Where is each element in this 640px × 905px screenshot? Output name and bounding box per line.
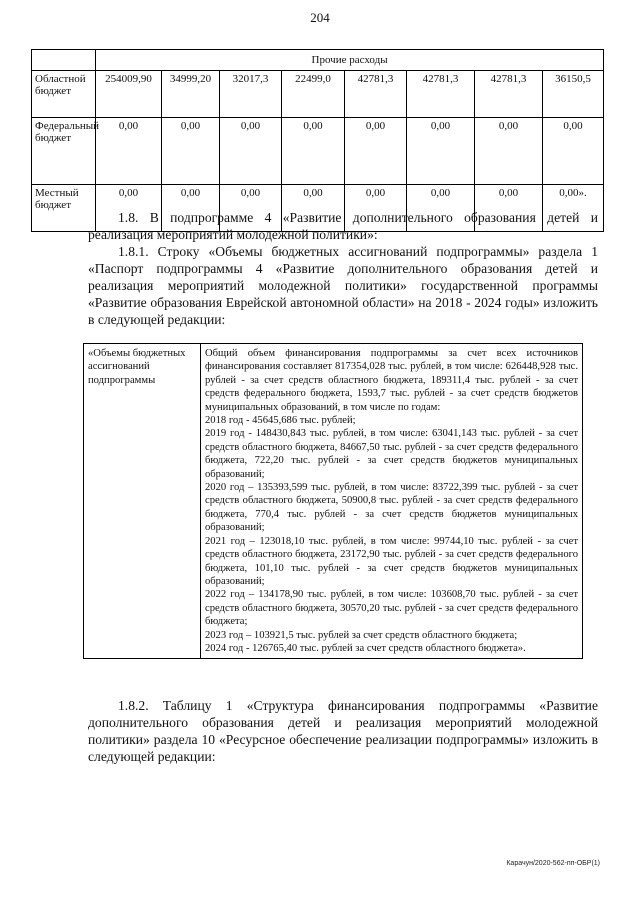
table-cell: 36150,5: [543, 71, 604, 118]
table-cell: 0,00: [345, 118, 407, 185]
page-number: 204: [310, 10, 330, 25]
table-cell: 0,00: [407, 185, 475, 232]
table-cell: 0,00: [162, 185, 220, 232]
table-header-other-expenses: Прочие расходы: [96, 50, 604, 71]
row-label: Областной бюджет: [32, 71, 96, 118]
allocation-line: 2023 год – 103921,5 тыс. рублей за счет средств областного бюджета;: [205, 629, 518, 641]
table-cell: 254009,90: [96, 71, 162, 118]
table-cell: 0,00: [220, 185, 282, 232]
table-cell: 42781,3: [407, 71, 475, 118]
row-label: Федеральный бюджет: [32, 118, 96, 185]
allocation-line: 2024 год - 126765,40 тыс. рублей за счет средств областного бюджета».: [205, 642, 526, 654]
table-cell: 0,00: [475, 185, 543, 232]
table-cell: 0,00: [162, 118, 220, 185]
allocation-line: 2022 год – 134178,90 тыс. рублей, в том числе: 103608,70 тыс. рублей - за счет средств областного бюджета, 30570,20 тыс. рублей - за счет средств федерального бюджета;: [205, 589, 578, 628]
table-cell: 0,00: [282, 118, 345, 185]
table-row: [32, 71, 604, 118]
table-cell: 0,00: [282, 185, 345, 232]
table-cell: 34999,20: [162, 71, 220, 118]
allocation-line: 2021 год – 123018,10 тыс. рублей, в том числе: 99744,10 тыс. рублей - за счет средств областного бюджета, 23172,90 тыс. рублей - за счет средств федерального бюджета, 101,10 тыс. рублей - за счет средств бюджетов муниципальных образований;: [205, 535, 578, 587]
table-cell: 0,00: [96, 185, 162, 232]
row-label: Местный бюджет: [32, 185, 96, 232]
table-cell: 22499,0: [282, 71, 345, 118]
table-cell: 42781,3: [475, 71, 543, 118]
paragraph-1-8-2: 1.8.2. Таблицу 1 «Структура финансирования подпрограммы «Развитие дополнительного образования детей и реализация мероприятий молодежной политики» раздела 10 «Ресурсное обеспечение реализации подпрограммы» изложить в следующей редакции:: [88, 698, 598, 764]
table-cell: 0,00: [345, 185, 407, 232]
table-cell: 0,00: [407, 118, 475, 185]
allocation-line: 2020 год – 135393,599 тыс. рублей, в том числе: 83722,399 тыс. рублей - за счет средств областного бюджета, 50900,8 тыс. рублей - за счет средств федерального бюджета, 770,4 тыс. рублей - за счет средств бюджетов муниципальных образований;: [205, 482, 578, 534]
table-corner-cell: [32, 50, 96, 71]
table-cell: 0,00».: [543, 185, 604, 232]
table-row: [32, 118, 604, 185]
allocation-line: 2019 год - 148430,843 тыс. рублей, в том числе: 63041,143 тыс. рублей - за счет средств областного бюджета, 84667,50 тыс. рублей - за счет средств федерального бюджета, 722,20 тыс. рублей - за счет средств бюджетов муниципальных образований;: [205, 428, 578, 480]
paragraph-1-8-1: 1.8.1. Строку «Объемы бюджетных ассигнований подпрограммы» раздела 1 «Паспорт подпрограммы 4 «Развитие дополнительного образования детей и реализация мероприятий молодежной политики» государственной программы «Развитие образования Еврейской автономной области» на 2018 - 2024 годы» изложить в следующей редакции:: [88, 244, 598, 327]
allocation-text-cell: [201, 344, 583, 659]
allocation-line: 2018 год - 45645,686 тыс. рублей;: [205, 415, 356, 427]
table-cell: 0,00: [543, 118, 604, 185]
allocation-label-cell: «Объемы бюджетных ассигнований подпрограммы: [84, 344, 201, 659]
table-cell: 42781,3: [345, 71, 407, 118]
budget-allocation-table: [83, 343, 583, 659]
table-cell: 0,00: [475, 118, 543, 185]
expenses-table: [31, 49, 604, 232]
document-code: Карачун/2020-562-пп-ОБР(1): [506, 860, 600, 867]
table-cell: 32017,3: [220, 71, 282, 118]
paragraph-1-8: 1.8. В подпрограмме 4 «Развитие дополнительного образования детей и реализация мероприятий молодежной политики»:: [88, 210, 598, 242]
allocation-line: Общий объем финансирования подпрограммы за счет всех источников финансирования составляет 817354,028 тыс. рублей, в том числе: 626448,928 тыс. рублей - за счет средств областного бюджета, 189311,4 тыс. рублей - за счет средств федерального бюджета, 1593,7 тыс. рублей - за счет средств бюджетов муниципальных образований, в том числе по годам:: [205, 348, 578, 413]
table-cell: 0,00: [96, 118, 162, 185]
table-cell: 0,00: [220, 118, 282, 185]
